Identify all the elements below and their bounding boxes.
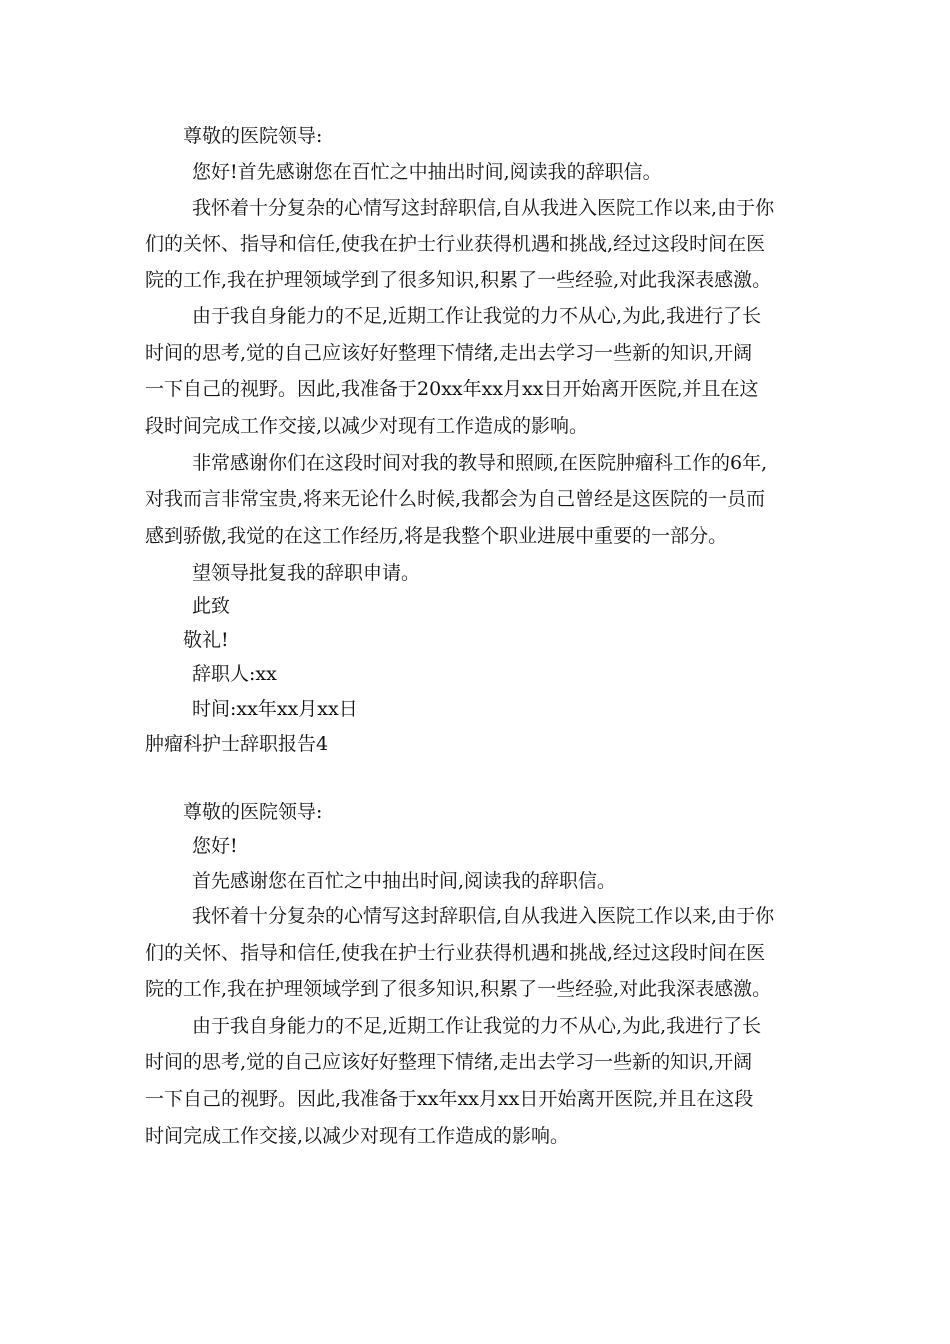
letter1-paragraph2-line4: 段时间完成工作交接,以减少对现有工作造成的影响。 xyxy=(145,415,589,437)
letter1-date: 时间:xx年xx月xx日 xyxy=(192,698,358,720)
letter1-paragraph2-line3: 一下自己的视野。因此,我准备于20xx年xx月xx日开始离开医院,并且在这 xyxy=(145,378,759,400)
letter2-paragraph2-line4: 时间完成工作交接,以减少对现有工作造成的影响。 xyxy=(145,1125,570,1147)
letter2-paragraph2-line3: 一下自己的视野。因此,我准备于xx年xx月xx日开始离开医院,并且在这段 xyxy=(145,1088,754,1110)
letter2-greeting: 您好! xyxy=(192,835,238,857)
section-title: 肿瘤科护士辞职报告4 xyxy=(145,733,329,755)
letter1-greeting: 您好!首先感谢您在百忙之中抽出时间,阅读我的辞职信。 xyxy=(192,161,662,183)
letter2-salutation: 尊敬的医院领导: xyxy=(183,801,323,823)
letter1-paragraph2-line1: 由于我自身能力的不足,近期工作让我觉的力不从心,为此,我进行了长 xyxy=(192,305,762,327)
letter2-paragraph1-line2: 们的关怀、指导和信任,使我在护士行业获得机遇和挑战,经过这段时间在医 xyxy=(145,942,766,964)
letter1-paragraph3-line1: 非常感谢你们在这段时间对我的教导和照顾,在医院肿瘤科工作的6年, xyxy=(192,452,768,474)
letter1-closing-cizhi: 此致 xyxy=(192,595,231,617)
letter1-request: 望领导批复我的辞职申请。 xyxy=(192,562,421,584)
letter1-signer: 辞职人:xx xyxy=(192,663,277,685)
letter2-paragraph2-line1: 由于我自身能力的不足,近期工作让我觉的力不从心,为此,我进行了长 xyxy=(192,1015,762,1037)
letter1-paragraph1-line1: 我怀着十分复杂的心情写这封辞职信,自从我进入医院工作以来,由于你 xyxy=(192,197,775,219)
letter1-paragraph1-line3: 院的工作,我在护理领域学到了很多知识,积累了一些经验,对此我深表感激。 xyxy=(145,269,772,291)
letter2-paragraph1-line3: 院的工作,我在护理领域学到了很多知识,积累了一些经验,对此我深表感激。 xyxy=(145,978,772,1000)
letter1-paragraph3-line3: 感到骄傲,我觉的在这工作经历,将是我整个职业进展中重要的一部分。 xyxy=(145,525,728,547)
letter1-closing-jingli: 敬礼! xyxy=(183,629,229,651)
letter1-salutation: 尊敬的医院领导: xyxy=(183,125,323,147)
letter2-thanks: 首先感谢您在百忙之中抽出时间,阅读我的辞职信。 xyxy=(192,870,617,892)
letter2-paragraph1-line1: 我怀着十分复杂的心情写这封辞职信,自从我进入医院工作以来,由于你 xyxy=(192,905,775,927)
letter1-paragraph2-line2: 时间的思考,觉的自己应该好好整理下情绪,走出去学习一些新的知识,开阔 xyxy=(145,342,753,364)
letter1-paragraph1-line2: 们的关怀、指导和信任,使我在护士行业获得机遇和挑战,经过这段时间在医 xyxy=(145,233,766,255)
letter2-paragraph2-line2: 时间的思考,觉的自己应该好好整理下情绪,走出去学习一些新的知识,开阔 xyxy=(145,1051,753,1073)
letter1-paragraph3-line2: 对我而言非常宝贵,将来无论什么时候,我都会为自己曾经是这医院的一员而 xyxy=(145,488,766,510)
